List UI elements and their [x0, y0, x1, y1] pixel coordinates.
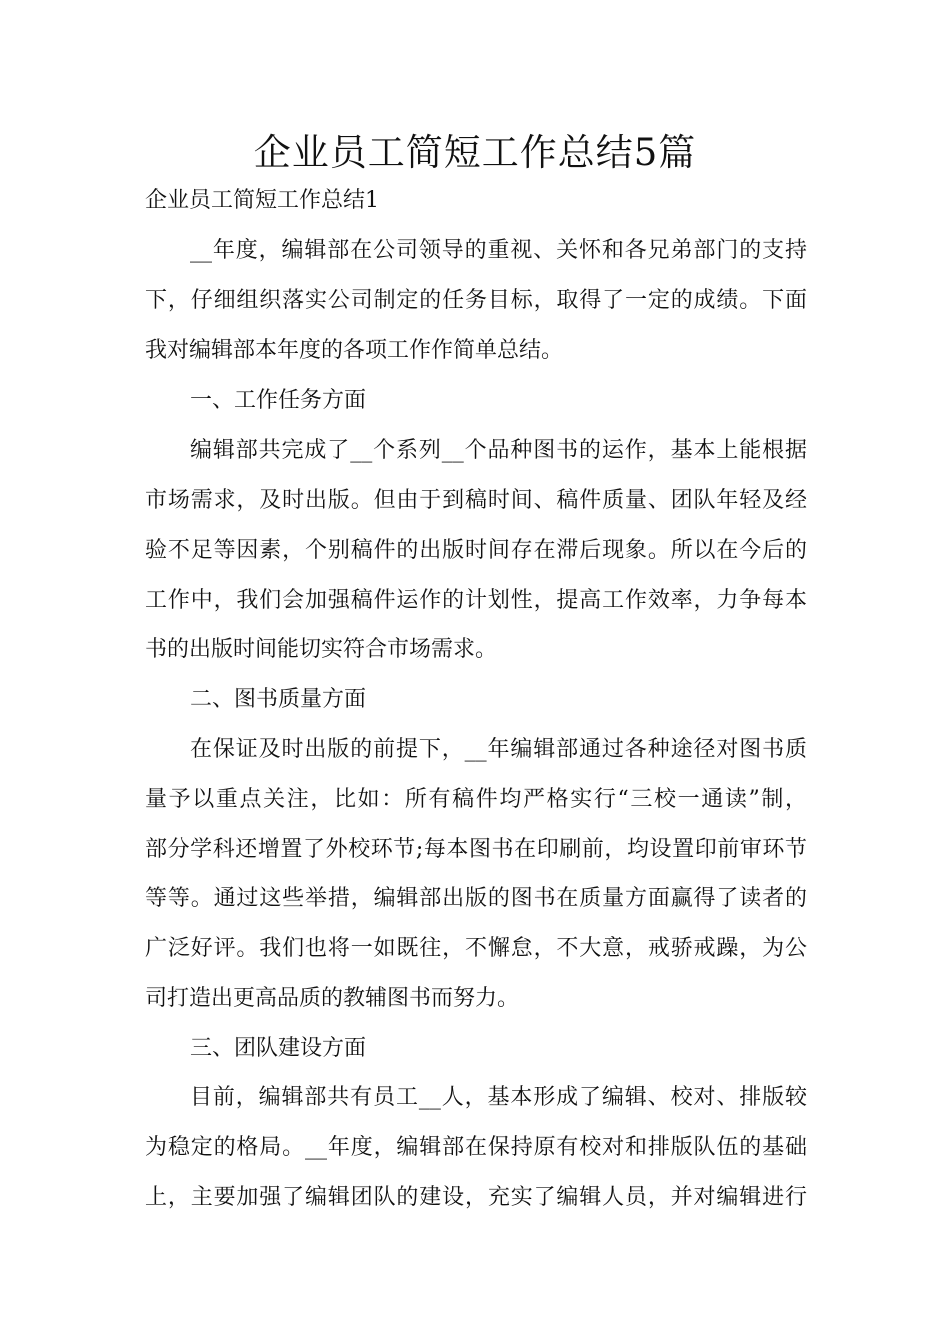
document-subtitle: 企业员工简短工作总结1	[145, 188, 379, 213]
paragraph-line: 验不足等因素，个别稿件的出版时间存在滞后现象。所以在今后的	[145, 538, 807, 563]
paragraph-line: 书的出版时间能切实符合市场需求。	[145, 637, 498, 662]
section-heading: 二、图书质量方面	[190, 687, 367, 712]
section-heading: 一、工作任务方面	[190, 388, 367, 413]
paragraph-line: 编辑部共完成了__个系列__个品种图书的运作，基本上能根据	[190, 438, 807, 463]
paragraph-line: 为稳定的格局。__年度，编辑部在保持原有校对和排版队伍的基础	[145, 1135, 807, 1160]
paragraph-line: 量予以重点关注，比如：所有稿件均严格实行“三校一通读”制，	[145, 787, 807, 812]
paragraph-line: 部分学科还增置了外校环节;每本图书在印刷前，均设置印前审环节	[145, 837, 807, 862]
paragraph-line: 目前，编辑部共有员工__人，基本形成了编辑、校对、排版较	[190, 1085, 807, 1110]
paragraph-line: 下，仔细组织落实公司制定的任务目标，取得了一定的成绩。下面	[145, 288, 807, 313]
document-title: 企业员工简短工作总结5篇	[253, 131, 697, 174]
paragraph-line: 上，主要加强了编辑团队的建设，充实了编辑人员，并对编辑进行	[145, 1185, 807, 1210]
section-heading: 三、团队建设方面	[190, 1036, 367, 1061]
paragraph-line: 市场需求，及时出版。但由于到稿时间、稿件质量、团队年轻及经	[145, 488, 807, 513]
paragraph-line: 广泛好评。我们也将一如既往，不懈怠，不大意，戒骄戒躁，为公	[145, 936, 807, 961]
paragraph-line: 司打造出更高品质的教辅图书而努力。	[145, 986, 520, 1011]
paragraph-line: 等等。通过这些举措，编辑部出版的图书在质量方面赢得了读者的	[145, 886, 807, 911]
paragraph-line: 在保证及时出版的前提下，__年编辑部通过各种途径对图书质	[190, 737, 807, 762]
paragraph-line: __年度，编辑部在公司领导的重视、关怀和各兄弟部门的支持	[190, 238, 807, 263]
paragraph-line: 我对编辑部本年度的各项工作作简单总结。	[145, 338, 564, 363]
paragraph-line: 工作中，我们会加强稿件运作的计划性，提高工作效率，力争每本	[145, 588, 807, 613]
